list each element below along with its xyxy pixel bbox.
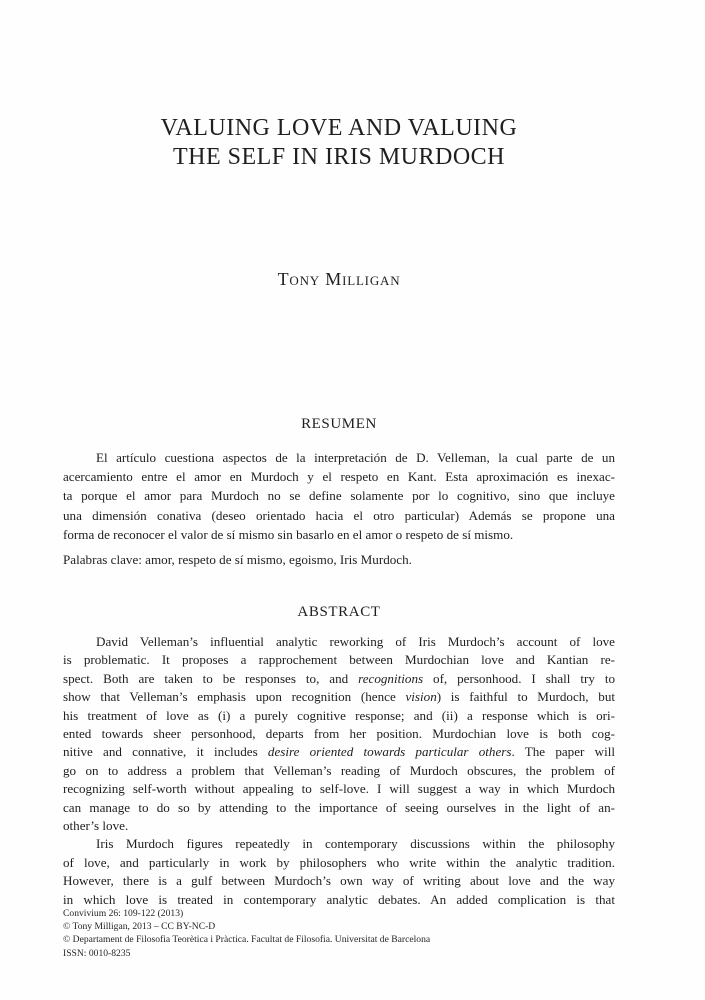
text-line: spect. Both are taken to be responses to, and recognitions of, personhood. I shall try to bbox=[63, 670, 615, 686]
body-paragraph-2 bbox=[63, 835, 615, 909]
text-line: can manage to do so by attending to the importance of seeing ourselves in the light of an- bbox=[63, 799, 615, 815]
text-line: David Velleman’s influential analytic reworking of Iris Murdoch’s account of love bbox=[96, 634, 615, 649]
text-line: However, there is a gulf between Murdoch’s own way of writing about love and the way bbox=[63, 873, 615, 889]
abstract-body bbox=[63, 633, 615, 909]
text-line: forma de reconocer el valor de sí mismo sin basarlo en el amor o respeto de sí mismo. bbox=[63, 526, 514, 542]
resumen-heading: RESUMEN bbox=[301, 416, 377, 432]
resumen-paragraph bbox=[63, 448, 615, 544]
text-line: ented towards sheer personhood, departs from her position. Murdochian love is both cog- bbox=[63, 726, 615, 742]
text-line: other’s love. bbox=[63, 818, 129, 834]
article-title bbox=[63, 114, 615, 172]
journal-footer bbox=[63, 907, 615, 960]
text-line: Iris Murdoch figures repeatedly in contemporary discussions within the philosophy bbox=[96, 836, 615, 852]
keywords-line: Palabras clave: amor, respeto de sí mismo, egoismo, Iris Murdoch. bbox=[63, 552, 412, 567]
text-line: una dimensión conativa (deseo orientado hacia el otro particular) Además se propone una bbox=[63, 507, 615, 523]
abstract-paragraph-1 bbox=[63, 633, 615, 835]
author-name: Tony Milligan bbox=[277, 269, 401, 289]
text-line: nitive and connative, it includes desire oriented towards particular others. The paper will bbox=[63, 744, 615, 760]
copyright-author: © Tony Milligan, 2013 – CC BY-NC-D bbox=[63, 921, 216, 933]
issn: ISSN: 0010-8235 bbox=[63, 947, 131, 959]
abstract-heading: ABSTRACT bbox=[297, 604, 381, 620]
text-line: El artículo cuestiona aspectos de la interpretación de D. Velleman, la cual parte de un bbox=[96, 450, 615, 465]
text-line: go on to address a problem that Velleman’s reading of Murdoch obscures, the problem of bbox=[63, 762, 615, 778]
text-line: is problematic. It proposes a rapprochement between Murdochian love and Kantian re- bbox=[63, 652, 615, 668]
text-line: recognizing self-worth without appealing to self-love. I will suggest a way in which Murdoch bbox=[63, 781, 615, 797]
text-line: in which love is treated in contemporary analytic debates. An added complication is that bbox=[63, 891, 615, 907]
article-title-line-2: THE SELF IN IRIS MURDOCH bbox=[172, 144, 505, 170]
text-line: show that Velleman’s emphasis upon recognition (hence vision) is faithful to Murdoch, but bbox=[63, 689, 615, 705]
text-line: ta porque el amor para Murdoch no se define solamente por lo cognitivo, sino que incluye bbox=[63, 488, 615, 504]
copyright-department: © Departament de Filosofia Teorètica i Pràctica. Facultat de Filosofia. Universitat de Barcelona bbox=[63, 934, 431, 946]
journal-citation: Convivium 26: 109-122 (2013) bbox=[63, 908, 184, 919]
text-line: acercamiento entre el amor en Murdoch y el respeto en Kant. Esta aproximación es inexac- bbox=[63, 469, 615, 485]
text-line: his treatment of love as (i) a purely cognitive response; and (ii) a response which is ori- bbox=[63, 707, 615, 723]
text-line: of love, and particularly in work by philosophers who write within the analytic tradition. bbox=[63, 854, 615, 870]
article-title-line-1: VALUING LOVE AND VALUING bbox=[160, 115, 518, 141]
